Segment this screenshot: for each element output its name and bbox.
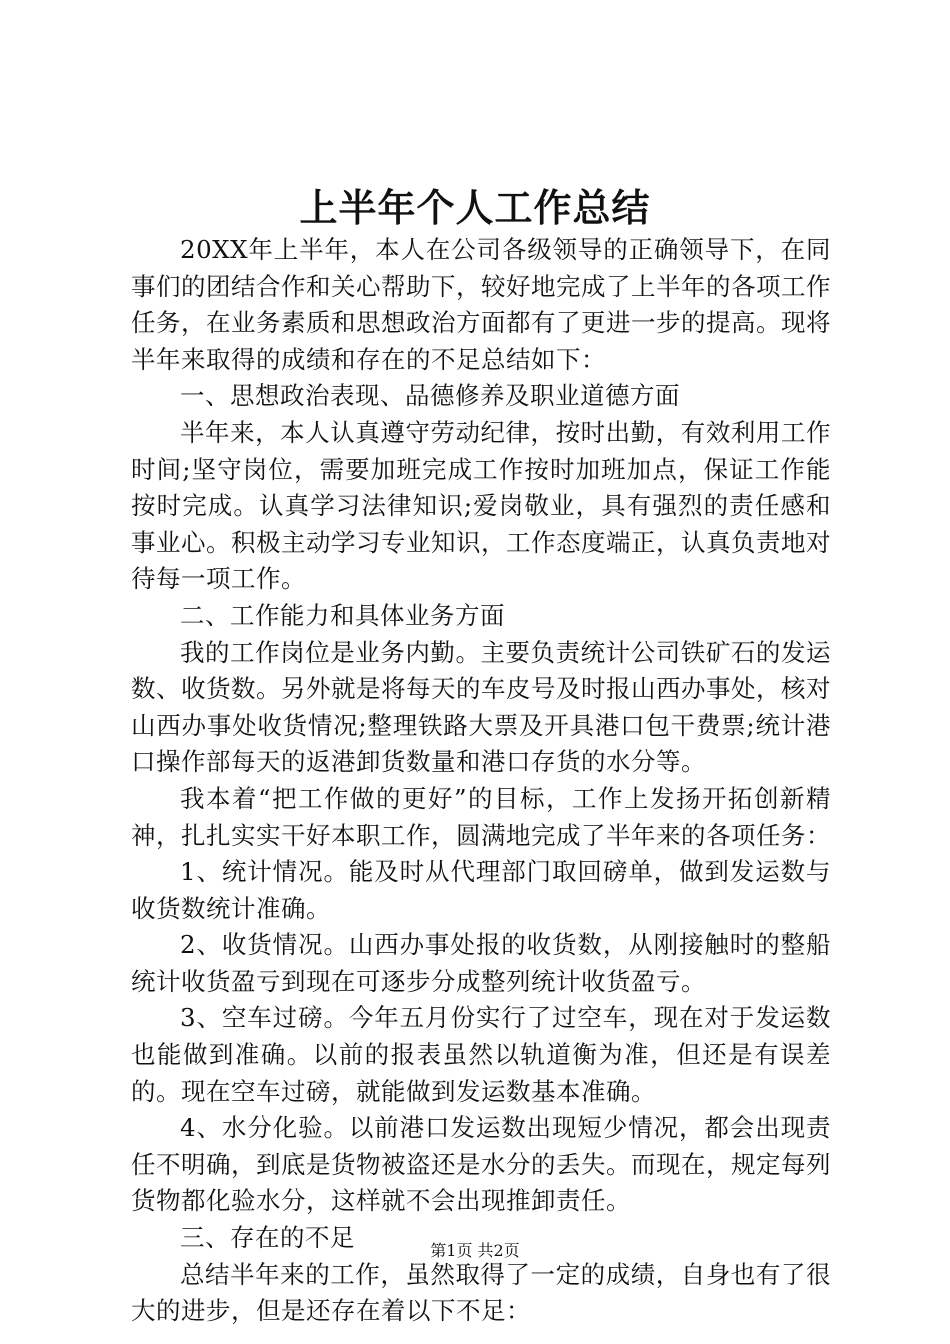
section-heading: 三、存在的不足 (180, 1223, 355, 1253)
list-item: 1、统计情况。能及时从代理部门取回磅单，做到发运数与收货数统计准确。 (131, 857, 831, 923)
page-footer: 第1页 共2页 (430, 1241, 520, 1260)
document-title: 上半年个人工作总结 (299, 185, 651, 230)
list-item: 3、空车过磅。今年五月份实行了过空车，现在对于发运数也能做到准确。以前的报表虽然以轨道衡为准，但还是有误差的。现在空车过磅，就能做到发运数基本准确。 (131, 1003, 831, 1106)
paragraph: 我本着“把工作做的更好”的目标，工作上发扬开拓创新精神，扎扎实实干好本职工作，圆满地完成了半年来的各项任务： (131, 783, 831, 850)
paragraph: 半年来，本人认真遵守劳动纪律，按时出勤，有效利用工作时间;坚守岗位，需要加班完成工作按时加班加点，保证工作能按时完成。认真学习法律知识;爱岗敬业，具有强烈的责任感和事业心。积极主动学习专业知识，工作态度端正，认真负责地对待每一项工作。 (131, 417, 831, 594)
paragraph: 总结半年来的工作，虽然取得了一定的成绩，自身也有了很大的进步，但是还存在着以下不足： (131, 1259, 831, 1326)
list-item: 2、收货情况。山西办事处报的收货数，从刚接触时的整船统计收货盈亏到现在可逐步分成整列统计收货盈亏。 (131, 930, 831, 996)
list-item: 4、水分化验。以前港口发运数出现短少情况，都会出现责任不明确，到底是货物被盗还是水分的丢失。而现在，规定每列货物都化验水分，这样就不会出现推卸责任。 (131, 1113, 831, 1216)
document-body (131, 232, 831, 1330)
section-heading: 二、工作能力和具体业务方面 (180, 600, 505, 630)
paragraph: 20XX年上半年，本人在公司各级领导的正确领导下，在同事们的团结合作和关心帮助下，较好地完成了上半年的各项工作任务，在业务素质和思想政治方面都有了更进一步的提高。现将半年来取得的成绩和存在的不足总结如下： (131, 235, 831, 374)
section-heading: 一、思想政治表现、品德修养及职业道德方面 (180, 381, 680, 411)
paragraph: 我的工作岗位是业务内勤。主要负责统计公司铁矿石的发运数、收货数。另外就是将每天的车皮号及时报山西办事处，核对山西办事处收货情况;整理铁路大票及开具港口包干费票;统计港口操作部每天的返港卸货数量和港口存货的水分等。 (131, 637, 831, 777)
